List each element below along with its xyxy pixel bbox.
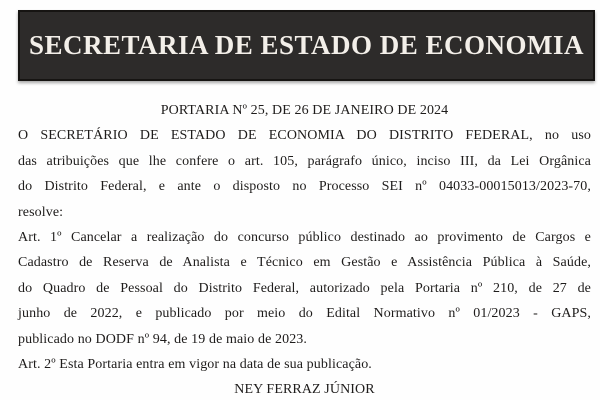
- document-line: do Distrito Federal, e ante o disposto no Processo SEI nº 04033-00015013/2023-70,: [18, 179, 591, 195]
- document-header-banner: [18, 10, 595, 81]
- document-line: do Quadro de Pessoal do Distrito Federal, autorizado pela Portaria nº 210, de 27 de: [18, 280, 591, 296]
- header-title: SECRETARIA DE ESTADO DE ECONOMIA: [28, 30, 585, 60]
- document-line: Cadastro de Reserva de Analista e Técnico em Gestão e Assistência Pública à Saúde,: [18, 255, 591, 271]
- document-line: Art. 1º Cancelar a realização do concurso público destinado ao provimento de Cargos e: [18, 230, 591, 246]
- document-line: resolve:: [18, 204, 64, 220]
- document-line: junho de 2022, e publicado por meio do Edital Normativo nº 01/2023 - GAPS,: [18, 306, 591, 322]
- document-title: PORTARIA Nº 25, DE 26 DE JANEIRO DE 2024: [160, 103, 449, 118]
- document-line: publicado no DODF nº 94, de 19 de maio de 2023.: [18, 331, 307, 347]
- signature-name: NEY FERRAZ JÚNIOR: [234, 382, 375, 398]
- document-body: [18, 98, 591, 400]
- document-paragraphs: [18, 123, 591, 377]
- document-line: O SECRETÁRIO DE ESTADO DE ECONOMIA DO DISTRITO FEDERAL, no uso: [18, 128, 591, 144]
- document-line: das atribuições que lhe confere o art. 105, parágrafo único, inciso III, da Lei Orgânica: [18, 153, 591, 169]
- document-line: Art. 2º Esta Portaria entra em vigor na data de sua publicação.: [18, 357, 372, 373]
